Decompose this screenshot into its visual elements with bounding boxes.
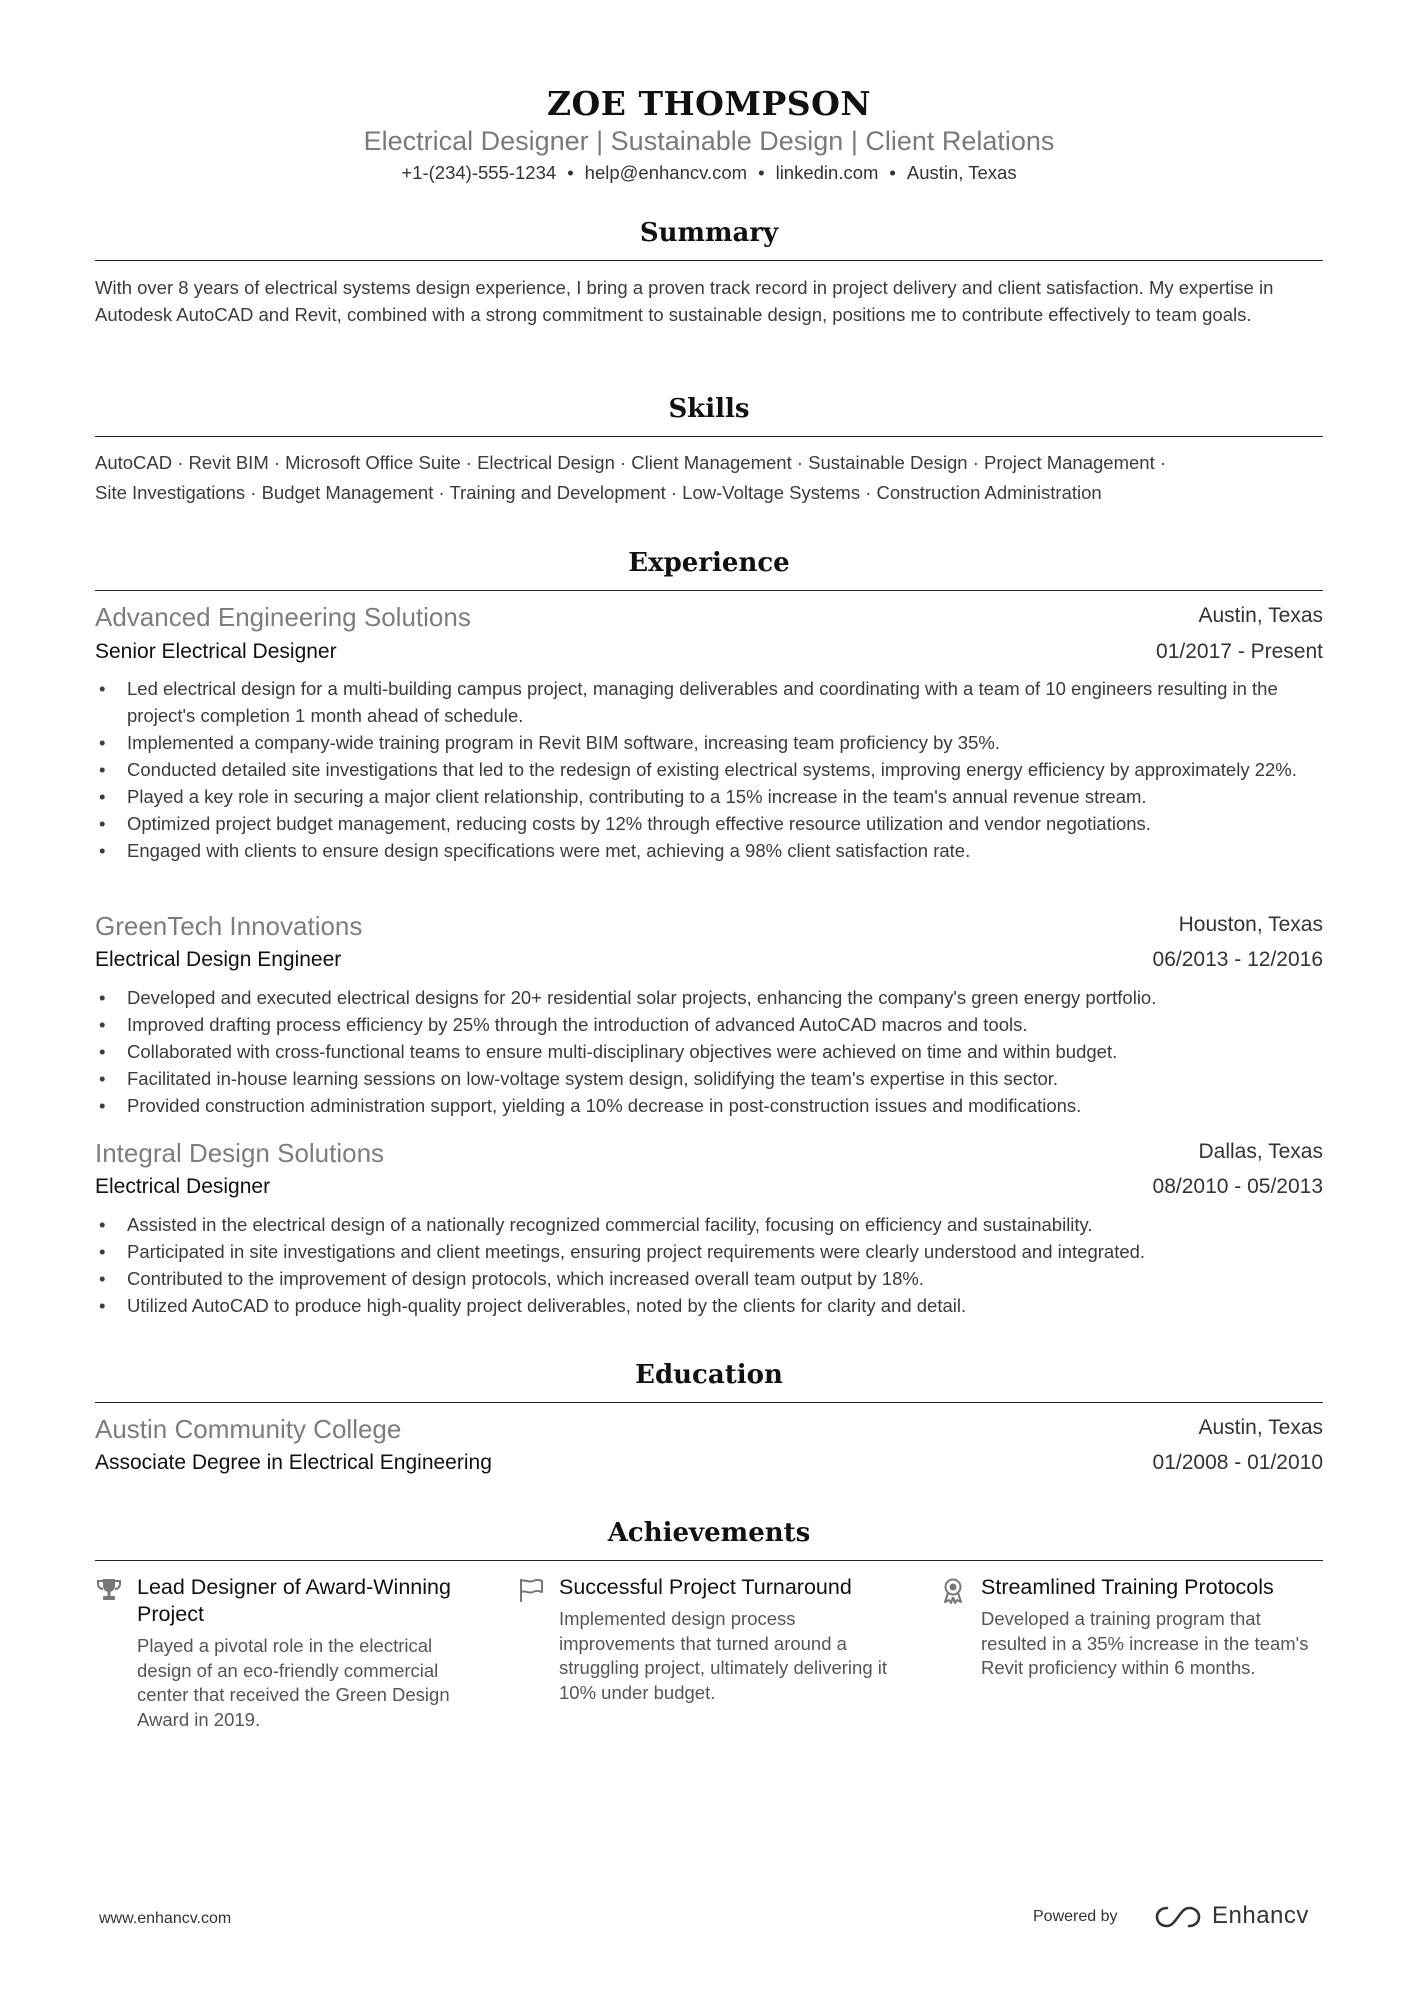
education-dates: 01/2008 - 01/2010 — [1152, 1451, 1323, 1474]
company-name: GreenTech Innovations — [95, 911, 363, 941]
job-location: Austin, Texas — [1198, 604, 1323, 627]
section-title-skills: Skills — [668, 394, 750, 424]
location: Austin, Texas — [906, 162, 1017, 183]
divider — [95, 436, 1323, 437]
job-location: Dallas, Texas — [1198, 1140, 1323, 1163]
list-item: • Conducted detailed site investigations that led to the redesign of existing electrical systems, improving energy efficiency by approximately 22%. — [95, 756, 1323, 783]
job-bullets — [95, 675, 1323, 864]
job-dates: 08/2010 - 05/2013 — [1152, 1175, 1323, 1198]
divider — [95, 1560, 1323, 1561]
footer-powered-by: Powered by — [1033, 1908, 1118, 1925]
enhancv-logo-icon — [1153, 1904, 1203, 1930]
list-item: • Implemented a company-wide training program in Revit BIM software, increasing team proficiency by 35%. — [95, 729, 1323, 756]
divider — [95, 1402, 1323, 1403]
school-name: Austin Community College — [95, 1414, 402, 1444]
section-title-experience: Experience — [628, 548, 790, 578]
flag-icon — [517, 1576, 545, 1604]
list-item: • Played a key role in securing a major client relationship, contributing to a 15% increase in the team's annual revenue stream. — [95, 783, 1323, 810]
contact-line: +1-(234)-555-1234 • help@enhancv.com • linkedin.com • Austin, Texas — [401, 162, 1017, 183]
footer-brand[interactable]: Enhancv — [1212, 1902, 1309, 1929]
company-name: Advanced Engineering Solutions — [95, 602, 471, 632]
achievement-description: Implemented design process improvements that turned around a struggling project, ultimately delivering it 10% under budget. — [559, 1608, 888, 1703]
divider — [95, 590, 1323, 591]
achievement-title: Successful Project Turnaround — [559, 1575, 852, 1599]
list-item: • Optimized project budget management, reducing costs by 12% through effective resource utilization and vendor negotiations. — [95, 810, 1323, 837]
skills-line: Site Investigations · Budget Management · Training and Development · Low-Voltage Systems · Construction Administration — [95, 482, 1102, 503]
list-item: • Facilitated in-house learning sessions on low-voltage system design, solidifying the team's expertise in this sector. — [95, 1065, 1323, 1092]
job-location: Houston, Texas — [1178, 913, 1323, 936]
divider — [95, 260, 1323, 261]
job-dates: 01/2017 - Present — [1156, 640, 1323, 663]
job-title: Senior Electrical Designer — [95, 640, 337, 663]
list-item: • Participated in site investigations and client meetings, ensuring project requirements were clearly understood and integrated. — [95, 1238, 1323, 1265]
headline: Electrical Designer | Sustainable Design | Client Relations — [363, 126, 1055, 156]
skills-list — [95, 448, 1323, 508]
section-title-summary: Summary — [639, 218, 779, 248]
list-item: • Improved drafting process efficiency by 25% through the introduction of advanced AutoCAD macros and tools. — [95, 1011, 1323, 1038]
job-title: Electrical Designer — [95, 1175, 271, 1198]
achievement-title: Lead Designer of Award-Winning Project — [137, 1575, 451, 1626]
list-item: • Collaborated with cross-functional teams to ensure multi-disciplinary objectives were achieved on time and within budget. — [95, 1038, 1323, 1065]
trophy-icon — [95, 1576, 123, 1604]
list-item: • Provided construction administration support, yielding a 10% decrease in post-construction issues and modifications. — [95, 1092, 1323, 1119]
list-item: • Assisted in the electrical design of a nationally recognized commercial facility, focusing on efficiency and sustainability. — [95, 1211, 1323, 1238]
list-item: • Led electrical design for a multi-building campus project, managing deliverables and coordinating with a team of 10 engineers resulting in the project's completion 1 month ahead of schedule. — [95, 675, 1323, 729]
linkedin[interactable]: linkedin.com — [775, 162, 879, 183]
list-item: • Engaged with clients to ensure design specifications were met, achieving a 98% client satisfaction rate. — [95, 837, 1323, 864]
candidate-name: ZOE THOMPSON — [546, 84, 872, 123]
list-item: • Developed and executed electrical designs for 20+ residential solar projects, enhancing the company's green energy portfolio. — [95, 984, 1323, 1011]
summary-text: With over 8 years of electrical systems design experience, I bring a proven track record in project delivery and client satisfaction. My expertise in Autodesk AutoCAD and Revit, combined with a strong commitment to sustainable design, positions me to contribute effectively to team goals. — [95, 277, 1274, 325]
phone: +1-(234)-555-1234 — [401, 162, 557, 183]
degree: Associate Degree in Electrical Engineering — [95, 1451, 492, 1474]
section-title-education: Education — [635, 1360, 783, 1390]
section-title-achievements: Achievements — [607, 1518, 811, 1548]
company-name: Integral Design Solutions — [95, 1138, 385, 1168]
school-location: Austin, Texas — [1198, 1416, 1323, 1439]
achievement-description: Played a pivotal role in the electrical design of an eco-friendly commercial center that received the Green Design Award in 2019. — [137, 1635, 450, 1730]
job-dates: 06/2013 - 12/2016 — [1152, 948, 1323, 971]
email[interactable]: help@enhancv.com — [584, 162, 748, 183]
achievement-description: Developed a training program that resulted in a 35% increase in the team's Revit proficiency within 6 months. — [981, 1608, 1309, 1678]
achievement-title: Streamlined Training Protocols — [981, 1575, 1274, 1599]
job-bullets — [95, 984, 1323, 1119]
list-item: • Utilized AutoCAD to produce high-quality project deliverables, noted by the clients for clarity and detail. — [95, 1292, 1323, 1319]
award-ribbon-icon — [939, 1576, 967, 1604]
job-title: Electrical Design Engineer — [95, 948, 342, 971]
skills-line: AutoCAD · Revit BIM · Microsoft Office Suite · Electrical Design · Client Management · Sustainable Design · Project Management · — [95, 452, 1167, 473]
footer-website[interactable]: www.enhancv.com — [99, 1910, 232, 1927]
list-item: • Contributed to the improvement of design protocols, which increased overall team output by 18%. — [95, 1265, 1323, 1292]
job-bullets — [95, 1211, 1323, 1319]
